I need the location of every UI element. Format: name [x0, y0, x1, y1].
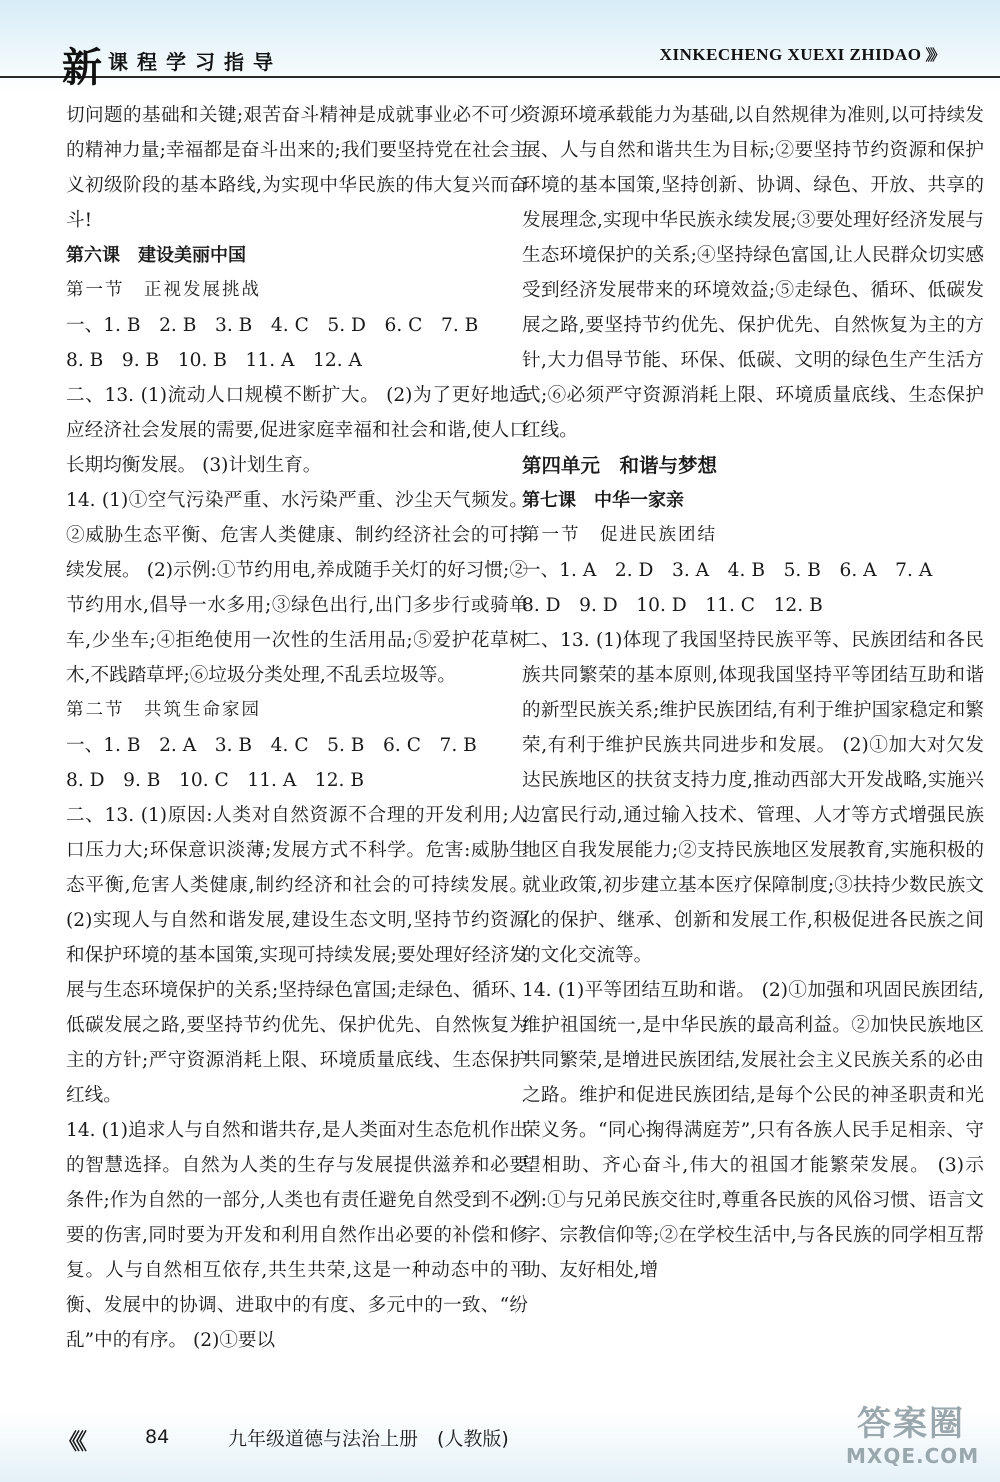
lesson-7-heading: 第七课 中华一家亲 — [522, 490, 684, 511]
s1-question-13: 二、13. (1)流动人口规模不断扩大。 (2)为了更好地适应经济社会发展的需要,促进家庭幸福和社会和谐,使人口长期均衡发展。 (3)计划生育。 — [66, 385, 528, 476]
s1-choice-answers-2: 8. B 9. B 10. B 11. A 12. A — [66, 350, 362, 371]
s1-choice-answers-1: 一、1. B 2. B 3. B 4. C 5. D 6. C 7. B — [66, 315, 479, 336]
header-rule — [0, 76, 1000, 78]
lesson-6-heading: 第六课 建设美丽中国 — [66, 245, 246, 266]
brand-latin-text: XINKECHENG XUEXI ZHIDAO — [659, 45, 922, 64]
continued-paragraph: 切问题的基础和关键;艰苦奋斗精神是成就事业必不可少的精神力量;幸福都是奋斗出来的;我们要坚持党在社会主义初级阶段的基本路线,为实现中华民族的伟大复兴而奋斗! — [66, 105, 528, 231]
continued-paragraph-right: 资源环境承载能力为基础,以自然规律为准则,以可持续发展、人与自然和谐共生为目标;②要坚持节约资源和保护环境的基本国策,坚持创新、协调、绿色、开放、共享的发展理念,实现中华民族永续发展;③要处理好经济发展与生态环境保护的关系;④坚持绿色富国,让人民群众切实感受到经济发展带来的环境效益;⑤走绿色、循环、低碳发展之路,要坚持节约优先、保护优先、自然恢复为主的方针,大力倡导节能、环保、低碳、文明的绿色生产生活方式;⑥必须严守资源消耗上限、环境质量底线、生态保护红线。 — [522, 105, 984, 441]
left-column — [66, 98, 528, 1358]
unit-4-heading: 第四单元 和谐与梦想 — [522, 454, 718, 477]
page-number: 84 — [145, 1426, 170, 1448]
right-column — [522, 98, 984, 1288]
brand-title: 课程学习指导 — [108, 50, 282, 74]
brand-logo-char: 新 — [62, 45, 102, 91]
section-1-heading: 第一节 正视发展挑战 — [66, 280, 261, 300]
s1-question-14: 14. (1)①空气污染严重、水污染严重、沙尘天气频发。②威胁生态平衡、危害人类健康、制约经济社会的可持续发展。 (2)示例:①节约用电,养成随手关灯的好习惯;②节约用水,倡导一水多用;③绿色出行,出门多步行或骑单车,少坐车;④拒绝使用一次性的生活用品;⑤爱护花草树木,不践踏草坪;⑥垃圾分类处理,不乱丢垃圾等。 — [66, 490, 528, 686]
watermark-logo — [846, 1404, 980, 1476]
chevron-right-icon: 》》 — [925, 48, 942, 64]
section-heading-r1: 第一节 促进民族团结 — [522, 525, 717, 545]
r1-question-14: 14. (1)平等团结互助和谐。 (2)①加强和巩固民族团结,维护祖国统一,是中华民族的最高利益。②加快民族地区共同繁荣,是增进民族团结,发展社会主义民族关系的必由之路。维护和促进民族团结,是每个公民的神圣职责和光荣义务。“同心掬得满庭芳”,只有各族人民手足相亲、守望相助、齐心奋斗,伟大的祖国才能繁荣发展。 (3)示例:①与兄弟民族交往时,尊重各民族的风俗习惯、语言文字、宗教信仰等;②在学校生活中,与各民族的同学相互帮助、友好相处,增 — [522, 980, 984, 1281]
chevron-left-icon: 《《 — [58, 1429, 84, 1455]
brand-latin — [660, 44, 942, 65]
watermark-text: 答案圈 — [857, 1404, 965, 1444]
s2-question-13: 二、13. (1)原因:人类对自然资源不合理的开发利用;人口压力大;环保意识淡薄;发展方式不科学。危害:威胁生态平衡,危害人类健康,制约经济和社会的可持续发展。 (2)实现人与自然和谐发展,建设生态文明,坚持节约资源和保护环境的基本国策,实现可持续发展;要处理好经济发展与生态环境保护的关系;坚持绿色富国;走绿色、循环、低碳发展之路,要坚持节约优先、保护优先、自然恢复为主的方针;严守资源消耗上限、环境质量底线、生态保护红线。 — [66, 805, 528, 1106]
r1-choice-answers-1: 一、1. A 2. D 3. A 4. B 5. B 6. A 7. A — [522, 560, 933, 581]
s2-choice-answers-1: 一、1. B 2. A 3. B 4. C 5. B 6. C 7. B — [66, 735, 477, 756]
book-title: 九年级道德与法治上册 (人教版) — [228, 1428, 509, 1450]
watermark-domain: MXQE.COM — [846, 1444, 980, 1468]
r1-choice-answers-2: 8. D 9. D 10. D 11. C 12. B — [522, 595, 823, 616]
s2-choice-answers-2: 8. D 9. B 10. C 11. A 12. B — [66, 770, 365, 791]
section-2-heading: 第二节 共筑生命家园 — [66, 700, 261, 720]
r1-question-13: 二、13. (1)体现了我国坚持民族平等、民族团结和各民族共同繁荣的基本原则,体现我国坚持平等团结互助和谐的新型民族关系;维护民族团结,有利于维护国家稳定和繁荣,有利于维护民族共同进步和发展。 (2)①加大对欠发达民族地区的扶贫支持力度,推动西部大开发战略,实施兴边富民行动,通过输入技术、管理、人才等方式增强民族地区自我发展能力;②支持民族地区发展教育,实施积极的就业政策,初步建立基本医疗保障制度;③扶持少数民族文化的保护、继承、创新和发展工作,积极促进各民族之间的文化交流等。 — [522, 630, 984, 966]
s2-question-14: 14. (1)追求人与自然和谐共存,是人类面对生态危机作出的智慧选择。自然为人类的生存与发展提供滋养和必要条件;作为自然的一部分,人类也有责任避免自然受到不必要的伤害,同时要为开发和利用自然作出必要的补偿和修复。人与自然相互依存,共生共荣,这是一种动态中的平衡、发展中的协调、进取中的有度、多元中的一致、“纷乱”中的有序。 (2)①要以 — [66, 1120, 528, 1351]
